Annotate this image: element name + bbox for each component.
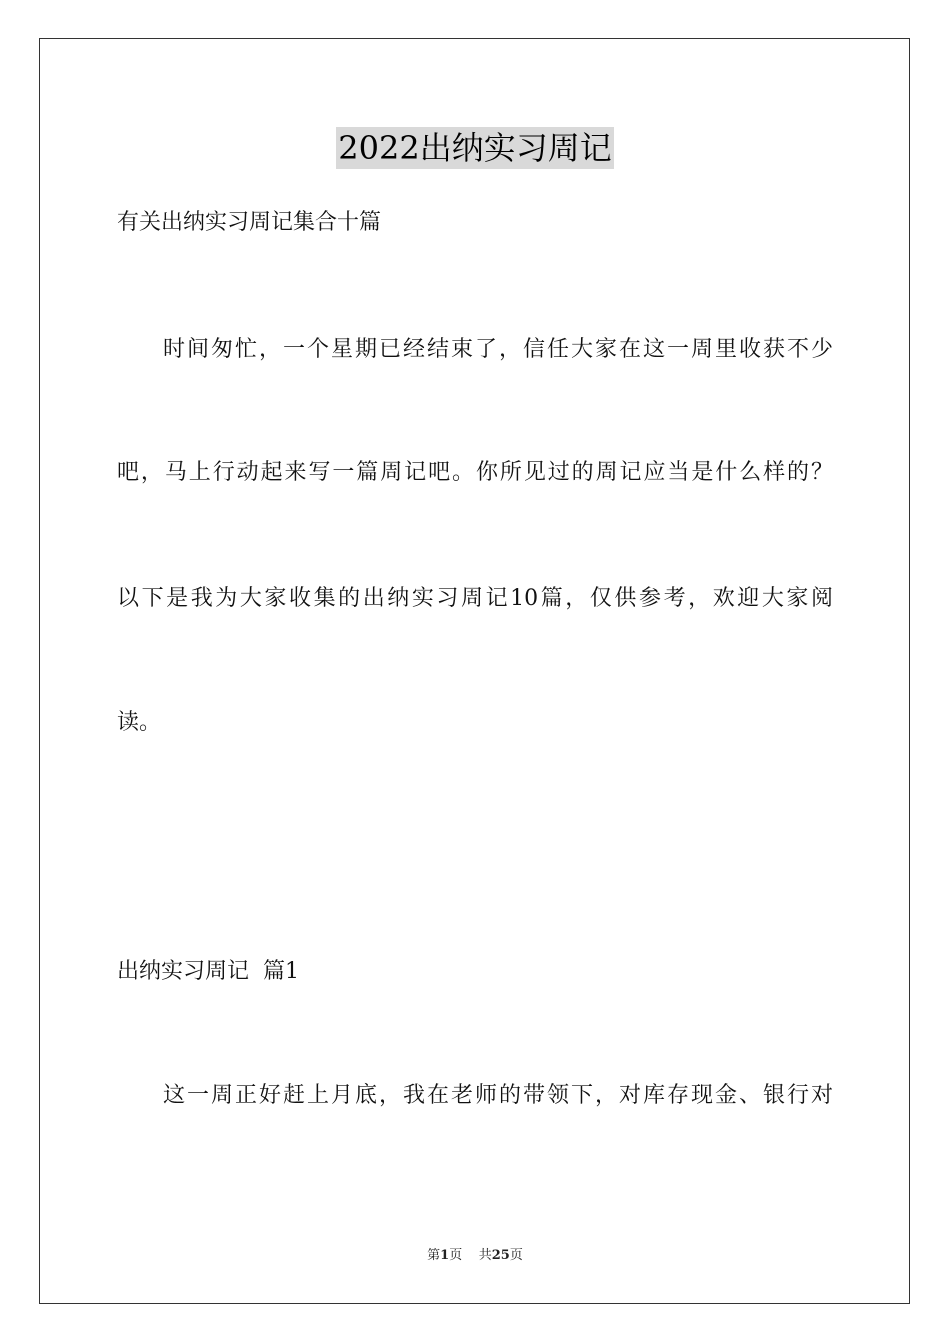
- document-title: 2022出纳实习周记: [338, 129, 612, 167]
- footer-total-prefix: 共: [478, 1248, 492, 1263]
- footer-page-total: 25: [491, 1248, 510, 1263]
- title-wrapper: [0, 127, 950, 169]
- intro-line-4: 读。: [117, 710, 162, 735]
- section-line-1: 这一周正好赶上月底，我在老师的带领下，对库存现金、银行对: [163, 1083, 833, 1108]
- section-heading: 出纳实习周记 篇1: [117, 959, 299, 984]
- footer-page-suffix: 页: [449, 1248, 463, 1263]
- page-footer: [0, 1247, 950, 1265]
- footer-page-prefix: 第: [427, 1248, 441, 1263]
- intro-line-1: 时间匆忙，一个星期已经结束了，信任大家在这一周里收获不少: [163, 337, 833, 362]
- footer-total-suffix: 页: [509, 1248, 523, 1263]
- footer-page-current: 1: [440, 1248, 450, 1263]
- intro-line-3: 以下是我为大家收集的出纳实习周记10篇，仅供参考，欢迎大家阅: [117, 586, 833, 611]
- document-subtitle: 有关出纳实习周记集合十篇: [117, 210, 382, 235]
- intro-line-2: 吧，马上行动起来写一篇周记吧。你所见过的周记应当是什么样的？: [117, 460, 833, 485]
